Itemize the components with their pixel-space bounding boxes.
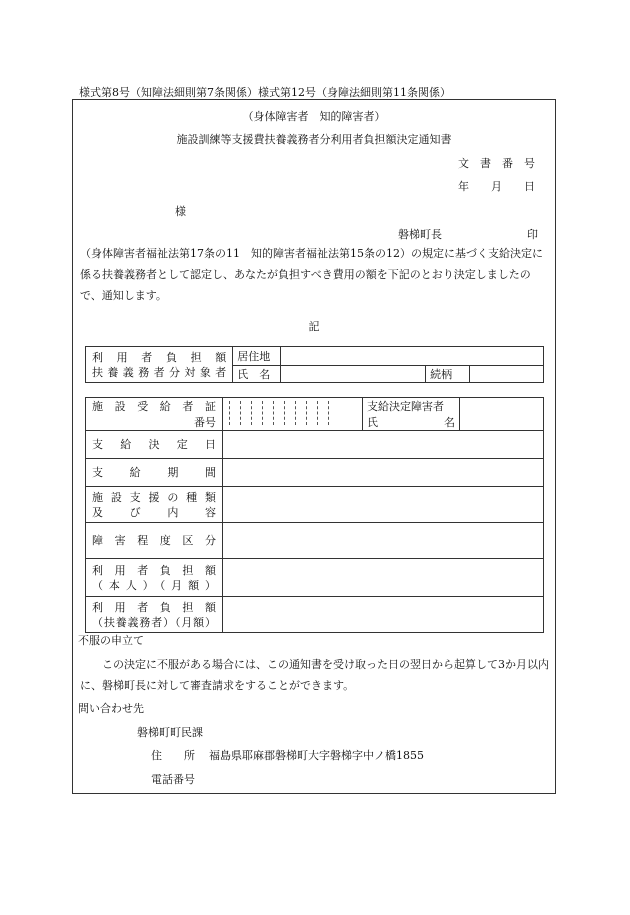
row-label-cell — [86, 431, 223, 459]
cert-number-boxes[interactable] — [223, 398, 363, 431]
name-label: 氏 名 — [233, 366, 281, 383]
row-label-cell — [86, 523, 223, 559]
digit-box — [262, 401, 273, 425]
category-line: （身体障害者 知的障害者） — [242, 110, 386, 123]
digit-box — [284, 401, 295, 425]
decided-person-label-cell — [363, 398, 460, 431]
sender: 磐梯町長 — [398, 228, 442, 241]
address-value: 福島県耶麻郡磐梯町大字磐梯字中ノ橋1855 — [209, 749, 424, 762]
row-label-2: 及び内容 — [92, 505, 216, 519]
department: 磐梯町町民課 — [137, 726, 203, 739]
digit-box — [295, 401, 306, 425]
digit-box — [229, 401, 240, 425]
seal-mark: 印 — [527, 228, 538, 241]
doc-number-label: 文 書 番 号 — [458, 157, 535, 170]
cert-label-2: 番号 — [194, 415, 216, 429]
row-label-1: 障害程度区分 — [92, 534, 216, 547]
digit-box — [251, 401, 262, 425]
cert-label-cell — [86, 398, 223, 431]
row-value[interactable] — [223, 431, 544, 459]
row-label-cell — [86, 559, 223, 597]
digit-box — [240, 401, 251, 425]
decided-person-label-1: 支給決定障害者 — [367, 400, 444, 413]
row-value[interactable] — [223, 559, 544, 597]
inquiry-heading: 問い合わせ先 — [78, 702, 144, 715]
row-label-1: 支給決定日 — [92, 438, 216, 451]
objection-paragraph: この決定に不服がある場合には、この通知書を受け取った日の翌日から起算して3か月以内に、磐梯町長に対して審査請求をすることができます。 — [80, 658, 549, 692]
form-number-header: 様式第8号（知障法細則第7条関係）様式第12号（身障法細則第11条関係） — [79, 86, 451, 99]
row-label-2: （本人）（月額） — [92, 578, 216, 592]
residence-value[interactable] — [281, 347, 544, 366]
ki-heading: 記 — [308, 320, 320, 333]
row-value[interactable] — [223, 459, 544, 487]
row-label-cell — [86, 487, 223, 523]
subject-label-1: 利用者負担額 — [92, 350, 227, 364]
objection-heading: 不服の申立て — [78, 634, 144, 647]
row-label-1: 施設支援の種類 — [92, 490, 216, 504]
document-title: 施設訓練等支援費扶養義務者分利用者負担額決定通知書 — [176, 133, 452, 146]
name-value[interactable] — [281, 366, 426, 383]
residence-label: 居住地 — [233, 347, 281, 366]
row-label-1: 支給期間 — [92, 466, 216, 479]
date-label: 年 月 日 — [458, 180, 535, 193]
row-label-cell — [86, 597, 223, 633]
digit-box — [317, 401, 328, 425]
row-label-cell — [86, 459, 223, 487]
row-label-1: 利用者負担額 — [92, 600, 216, 614]
row-label-2: （扶養義務者）（月額） — [92, 615, 216, 629]
addressee: 様 — [175, 205, 186, 218]
decided-person-value[interactable] — [460, 398, 544, 431]
subject-label-2: 扶養義務者分対象者 — [92, 365, 227, 379]
subject-label-cell — [86, 347, 233, 383]
row-value[interactable] — [223, 597, 544, 633]
intro-paragraph: （身体障害者福祉法第17条の11 知的障害者福祉法第15条の12）の規定に基づく支給決定に係る扶養義務者として認定し、あなたが負担すべき費用の額を下記のとおり決定しましたので、通知します。 — [80, 247, 543, 302]
relation-label: 続柄 — [426, 366, 470, 383]
row-value[interactable] — [223, 487, 544, 523]
cert-label-1: 施設受給者証 — [92, 399, 216, 413]
decided-person-label-2: 氏名 — [367, 416, 455, 429]
digit-box — [273, 401, 284, 425]
phone-label: 電話番号 — [151, 773, 195, 786]
relation-value[interactable] — [469, 366, 543, 383]
subject-table — [85, 346, 544, 383]
digit-box — [328, 401, 339, 425]
digit-box — [306, 401, 317, 425]
row-label-1: 利用者負担額 — [92, 563, 216, 577]
row-value[interactable] — [223, 523, 544, 559]
address-label: 住 所 — [151, 749, 195, 762]
detail-table — [85, 397, 544, 633]
